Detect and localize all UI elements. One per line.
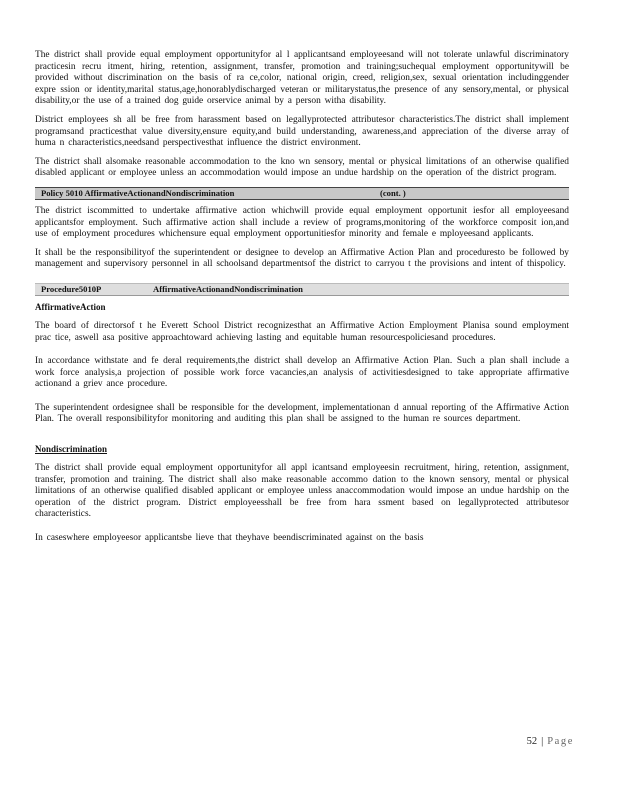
- policy-title: Policy 5010 AffirmativeActionandNondiscrimination: [41, 187, 235, 198]
- paragraph-affirmative-commitment: The district iscommitted to undertake affirmative action whichwill provide equal employment opportunit iesfor all employeesand applicantsfor employment. Such affirmative action shall include a review of programs,monitoring of the workforce composit ion,and use of employment procedures whichensure equal employment opportunitiesfor minority and female e mployeesand applicants.: [35, 205, 569, 240]
- policy-header-bar: [35, 187, 569, 200]
- paragraph-accommodation: The district shall alsomake reasonable accommodation to the kno wn sensory, mental or physical limitations of an otherwise qualified disabled applicant or employee unless an accommodation would impose an undue hardship on the operation of the district program.: [35, 156, 569, 179]
- paragraph-plan-reporting: The superintendent ordesignee shall be responsible for the development, implementationan d annual reporting of the Affirmative Action Plan. The overall responsibilityfor monitoring and auditing this plan shall be assigned to the human re sources department.: [35, 402, 569, 425]
- paragraph-plan-requirements: In accordance withstate and fe deral requirements,the district shall develop an Affirmative Action Plan. Such a plan shall include a work force analysis,a projection of possible work force vacancies,an analysis of activitiesdesigned to take appropriate affirmative actionand a griev ance procedure.: [35, 356, 569, 390]
- paragraph-equal-employment: The district shall provide equal employment opportunityfor al l applicantsand employeesand will not tolerate unlawful discriminatory practicesin recru itment, hiring, retention, assignment, transfer, promotion and training;suchequal employment opportunitywill be provided without discrimination on the basis of ra ce,color, national origin, creed, religion,sex, sexual orientation includinggender expre ssion or identity,marital status,age,honorablydischarged veteran or militarystatus,the presence of any sensory,mental, or physical disability,or the use of a trained dog guide orservice animal by a person witha disability.: [35, 50, 569, 107]
- procedure-header-bar: [35, 283, 569, 296]
- page-number: 52: [526, 736, 538, 747]
- footer-separator: |: [541, 736, 544, 747]
- paragraph-superintendent-responsibility: It shall be the responsibilityof the superintendent or designee to develop an Affirmative Action Plan and proceduresto be followed by management and supervisory personnel in all schoolsand departmentsof the district to carryou t the provisions and intent of thispolicy.: [35, 247, 569, 270]
- paragraph-board-recognizes: The board of directorsof t he Everett School District recognizesthat an Affirmative Action Employment Planisa sound employment prac tice, aswell asa positive approachtoward achieving lasting and equitable human resourcespoliciesand procedures.: [35, 320, 569, 343]
- procedure-number: Procedure5010P: [41, 283, 102, 294]
- paragraph-discrimination-cases: In caseswhere employeesor applicantsbe lieve that theyhave beendiscriminated against on the basis: [35, 533, 424, 544]
- policy-continued-label: (cont. ): [380, 187, 406, 198]
- paragraph-harassment: District employees sh all be free from harassment based on legallyprotected attributesor characteristics.The district shall implement programsand practicesthat value diversity,ensure equity,and build understanding, awareness,and appreciation of the diverse array of huma n characteristics,needsand perspectivesthat influence the district environment.: [35, 114, 569, 149]
- page-label: Page: [547, 736, 574, 747]
- page-footer: [527, 736, 574, 747]
- section-heading-affirmative-action: AffirmativeAction: [35, 301, 106, 312]
- section-heading-nondiscrimination: Nondiscrimination: [35, 444, 108, 455]
- procedure-title: AffirmativeActionandNondiscrimination: [153, 283, 303, 294]
- document-body: [35, 50, 569, 552]
- paragraph-nondiscrimination: The district shall provide equal employment opportunityfor all appl icantsand employeesin recruitment, hiring, retention, assignment, transfer, promotion and training. The district shall also make reasonable accommo dation to the known sensory, mental or physical limitations of an otherwise qualified disabled applicant or employee unless anaccommodation would impose an undue hardship on the operation of the district program. District employeesshall be free from hara ssment based on legallyprotected attributesor characteristics.: [35, 463, 569, 520]
